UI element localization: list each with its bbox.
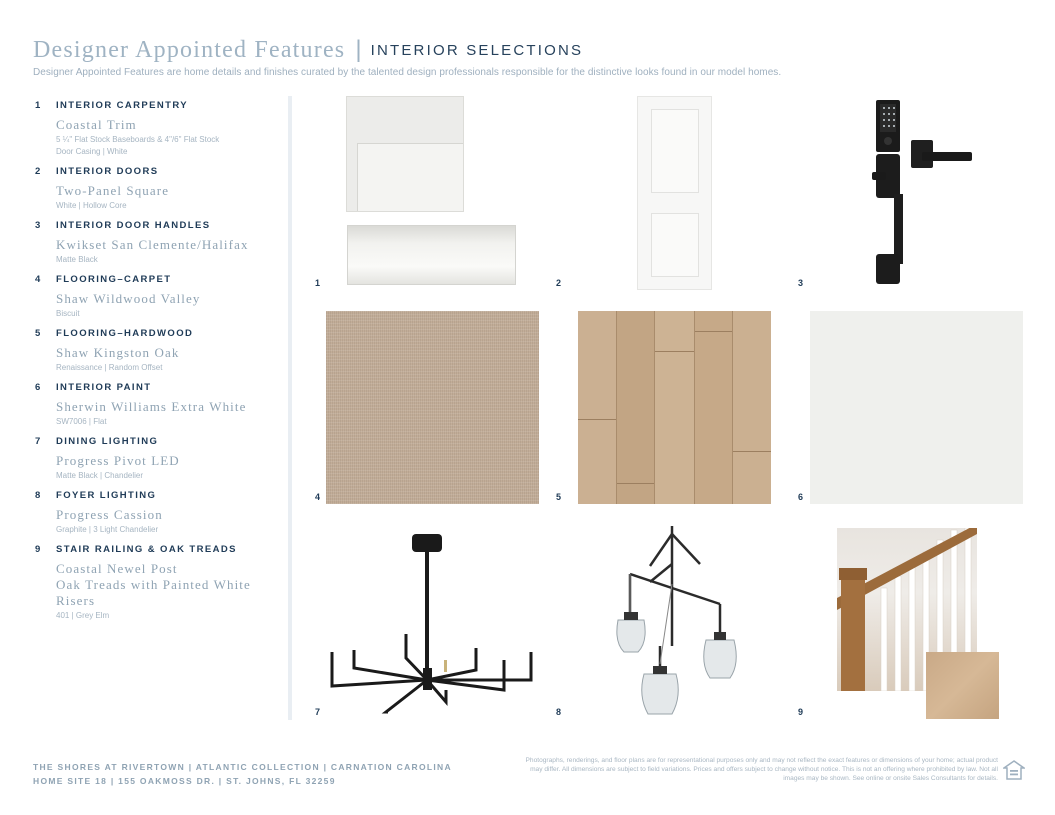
- item-detail: Door Casing | White: [56, 147, 128, 156]
- item-name: Coastal Trim: [56, 117, 137, 132]
- selection-item: [35, 166, 275, 211]
- item-name: Shaw Wildwood Valley: [56, 291, 201, 306]
- image-label: 1: [315, 278, 321, 288]
- trim-casing-image: [346, 96, 464, 212]
- intro-text: Designer Appointed Features are home details and finishes curated by the talented design professionals responsible for the distinctive looks found in our model homes.: [33, 67, 782, 78]
- selection-item: [35, 100, 275, 157]
- item-category: INTERIOR DOOR HANDLES: [56, 220, 211, 231]
- selections-list: [35, 100, 275, 630]
- item-name: Two-Panel Square: [56, 183, 170, 198]
- item-category: FOYER LIGHTING: [56, 490, 157, 501]
- page-subtitle: INTERIOR SELECTIONS: [370, 42, 584, 59]
- item-number: 1: [35, 100, 42, 111]
- item-category: INTERIOR PAINT: [56, 382, 152, 393]
- title-separator: |: [355, 36, 362, 63]
- item-name: Kwikset San Clemente/Halifax: [56, 237, 249, 252]
- selection-item: [35, 436, 275, 481]
- image-label: 3: [798, 278, 804, 288]
- selection-item: [35, 490, 275, 535]
- door-handle-image: [870, 98, 980, 288]
- disclaimer-text: Photographs, renderings, and floor plans are for representational purposes only and may not reflect the exact features or dimensions of your home; actual product may differ. All dimensions are subject to field variations. Prices and offers subject to change without notice. This is not an offering where prohibited by law. Not all images may be shown. See online or onsite Sales Consultants for details.: [525, 757, 998, 783]
- item-number: 6: [35, 382, 42, 393]
- item-category: STAIR RAILING & OAK TREADS: [56, 544, 237, 555]
- column-divider: [288, 96, 292, 720]
- hardwood-swatch: [578, 311, 771, 504]
- foyer-chandelier-image: [610, 524, 745, 719]
- selection-item: [35, 274, 275, 319]
- item-number: 9: [35, 544, 42, 555]
- image-label: 6: [798, 492, 804, 502]
- paint-swatch: [810, 311, 1023, 504]
- page-header: [33, 36, 1023, 78]
- item-name: Progress Cassion: [56, 507, 163, 522]
- item-detail: 401 | Grey Elm: [56, 611, 110, 620]
- image-label: 5: [556, 492, 562, 502]
- carpet-swatch: [326, 311, 539, 504]
- item-number: 3: [35, 220, 42, 231]
- door-image: [637, 96, 712, 290]
- item-detail: White | Hollow Core: [56, 201, 127, 210]
- trim-baseboard-image: [347, 225, 516, 285]
- equal-housing-opportunity-icon: [1003, 759, 1025, 781]
- item-detail: Graphite | 3 Light Chandelier: [56, 525, 159, 534]
- item-category: INTERIOR CARPENTRY: [56, 100, 188, 111]
- item-detail: SW7006 | Flat: [56, 417, 107, 426]
- selection-item: [35, 328, 275, 373]
- item-name: Progress Pivot LED: [56, 453, 180, 468]
- image-label: 7: [315, 707, 321, 717]
- item-detail: Matte Black: [56, 255, 98, 264]
- item-name: Coastal Newel Post Oak Treads with Painted White Risers: [56, 561, 251, 608]
- item-number: 4: [35, 274, 42, 285]
- image-label: 4: [315, 492, 321, 502]
- address-line: HOME SITE 18 | 155 OAKMOSS DR. | ST. JOHNS, FL 32259: [33, 776, 336, 786]
- item-category: DINING LIGHTING: [56, 436, 159, 447]
- item-category: FLOORING–HARDWOOD: [56, 328, 194, 339]
- image-label: 8: [556, 707, 562, 717]
- item-detail: Biscuit: [56, 309, 80, 318]
- oak-tread-swatch: [926, 652, 999, 719]
- selection-item: [35, 382, 275, 427]
- item-detail: Renaissance | Random Offset: [56, 363, 163, 372]
- item-name: Sherwin Williams Extra White: [56, 399, 247, 414]
- page-title: Designer Appointed Features: [33, 37, 346, 63]
- selection-item: [35, 220, 275, 265]
- item-number: 5: [35, 328, 42, 339]
- dining-chandelier-image: [326, 530, 538, 715]
- item-detail: 5 ¼" Flat Stock Baseboards & 4"/6" Flat Stock: [56, 135, 220, 144]
- item-number: 7: [35, 436, 42, 447]
- item-category: FLOORING–CARPET: [56, 274, 172, 285]
- image-label: 2: [556, 278, 562, 288]
- image-label: 9: [798, 707, 804, 717]
- item-category: INTERIOR DOORS: [56, 166, 159, 177]
- item-detail: Matte Black | Chandelier: [56, 471, 144, 480]
- item-name: Shaw Kingston Oak: [56, 345, 180, 360]
- community-line: THE SHORES AT RIVERTOWN | ATLANTIC COLLECTION | CARNATION CAROLINA: [33, 762, 452, 772]
- selection-item: [35, 544, 275, 621]
- item-number: 8: [35, 490, 42, 501]
- community-info: [33, 760, 452, 788]
- item-number: 2: [35, 166, 42, 177]
